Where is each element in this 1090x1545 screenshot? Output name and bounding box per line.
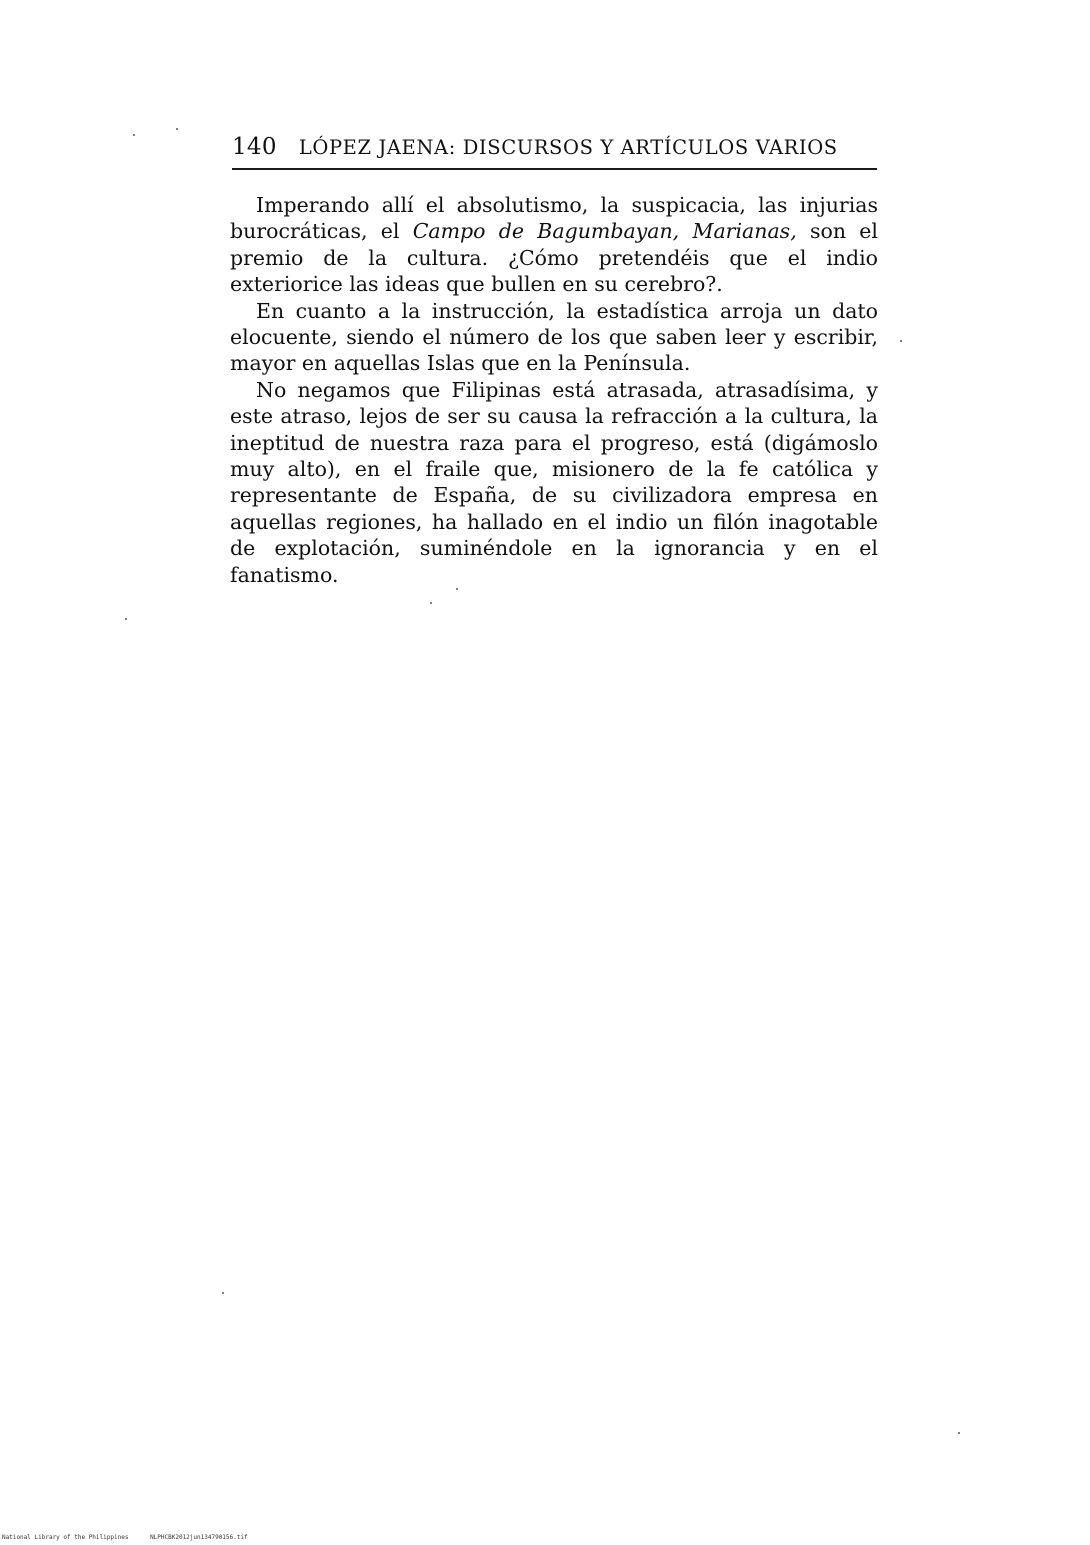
- scan-speck: [125, 618, 127, 620]
- scan-speck: [133, 134, 135, 136]
- scan-footer: [2, 1534, 266, 1541]
- paragraph-1: [230, 192, 878, 298]
- scan-speck: [958, 1432, 960, 1434]
- running-title: LÓPEZ JAENA: DISCURSOS Y ARTÍCULOS VARIOS: [298, 136, 838, 159]
- scan-speck: [176, 128, 178, 130]
- scan-speck: [430, 602, 432, 604]
- scan-speck: [222, 1292, 224, 1294]
- scan-speck: [900, 340, 902, 342]
- paragraph-2: En cuanto a la instrucción, la estadística arroja un dato elocuente, siendo el número de los que saben leer y escribir, mayor en aquellas Islas que en la Península.: [230, 298, 878, 376]
- running-head: [232, 134, 877, 170]
- scan-speck: [456, 588, 458, 590]
- body-text: [230, 192, 878, 588]
- footer-file: NLPHCBK2012jun134790156.tif: [150, 1534, 248, 1541]
- paragraph-1-italic: Campo de Bagumbayan, Marianas,: [412, 219, 797, 244]
- footer-library: National Library of the Philippines: [2, 1534, 129, 1541]
- paragraph-1-end: son el premio de la cultura. ¿Cómo pretendéis que el indio exteriorice las ideas que bullen en su cerebro?.: [230, 219, 878, 297]
- page-number: 140: [232, 134, 277, 160]
- paragraph-1-start: Imperando allí el absolutismo, la suspicacia, las injurias burocráticas, el: [230, 193, 878, 244]
- paragraph-3: No negamos que Filipinas está atrasada, atrasadísima, y este atraso, lejos de ser su causa la refracción a la cultura, la ineptitud de nuestra raza para el progreso, está (digámoslo muy alto), en el fraile que, misionero de la fe católica y representante de España, de su civilizadora empresa en aquellas regiones, ha hallado en el indio un filón inagotable de explotación, suminéndole en la ignorancia y en el fanatismo.: [230, 377, 878, 587]
